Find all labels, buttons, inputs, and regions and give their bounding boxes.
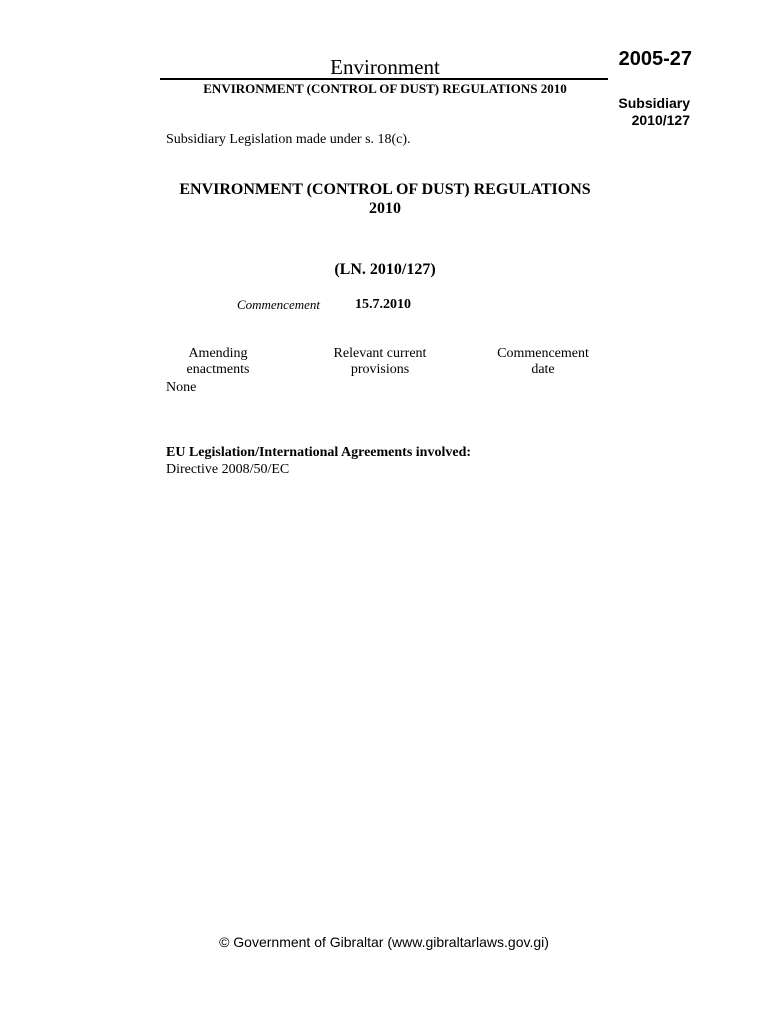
side-note-line-2: 2010/127 (631, 112, 690, 128)
chapter-number: 2005-27 (618, 48, 692, 70)
column-header-line: provisions (350, 362, 410, 377)
header-rule (160, 78, 608, 80)
column-header-line: date (531, 362, 555, 377)
column-header-line: Amending (188, 346, 248, 361)
side-note (590, 95, 690, 129)
commencement-label: Commencement (236, 297, 320, 312)
running-title: Environment (330, 55, 440, 79)
regulation-title (166, 180, 604, 218)
regulation-title-line-1: ENVIRONMENT (CONTROL OF DUST) REGULATIONS (179, 181, 591, 198)
copyright-footer: © Government of Gibraltar (www.gibraltarlaws.gov.gi) (219, 934, 549, 950)
eu-legislation-heading: EU Legislation/International Agreements involved: (166, 445, 472, 460)
made-under-text: Subsidiary Legislation made under s. 18(c). (166, 132, 411, 147)
commencement-date: 15.7.2010 (355, 297, 411, 312)
eu-legislation-item: Directive 2008/50/EC (166, 462, 290, 477)
column-header-line: Commencement (497, 346, 589, 361)
side-note-line-1: Subsidiary (618, 95, 690, 111)
column-header-line: Relevant current (333, 346, 427, 361)
amendments-row: None (166, 380, 197, 395)
running-subtitle: ENVIRONMENT (CONTROL OF DUST) REGULATIONS 2010 (203, 81, 567, 96)
column-header-commencement-date (488, 346, 598, 378)
column-header-line: enactments (186, 362, 250, 377)
column-header-relevant-provisions (320, 346, 440, 378)
regulation-title-line-2: 2010 (369, 200, 401, 217)
legal-notice-number: (LN. 2010/127) (334, 261, 436, 278)
column-header-amending-enactments (168, 346, 268, 378)
